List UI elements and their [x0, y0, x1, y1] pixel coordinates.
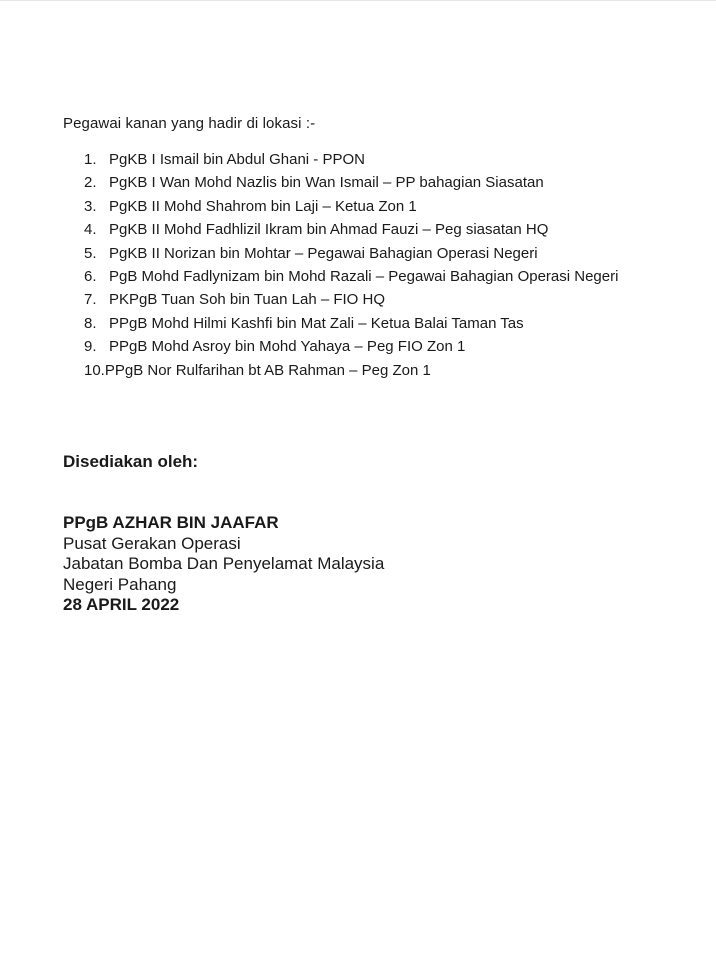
- list-item-text: PgKB II Mohd Shahrom bin Laji – Ketua Zon 1: [109, 197, 417, 215]
- prepared-by-label: Disediakan oleh:: [63, 452, 199, 471]
- list-item-number: 9.: [84, 338, 97, 356]
- list-item-number: 6.: [84, 267, 97, 285]
- signature-block: [63, 513, 384, 616]
- list-item-text: PPgB Nor Rulfarihan bt AB Rahman – Peg Zon 1: [104, 361, 431, 379]
- list-item-text: PgB Mohd Fadlynizam bin Mohd Razali – Pegawai Bahagian Operasi Negeri: [109, 267, 619, 285]
- list-item-number: 7.: [84, 291, 97, 309]
- list-item-number: 4.: [84, 221, 97, 239]
- list-item-number: 5.: [84, 244, 97, 262]
- list-item-text: PgKB II Mohd Fadhlizil Ikram bin Ahmad Fauzi – Peg siasatan HQ: [109, 221, 549, 239]
- signature-date: 28 APRIL 2022: [63, 595, 180, 614]
- signatory-name: PPgB AZHAR BIN JAAFAR: [63, 513, 279, 532]
- list-item: [84, 195, 618, 218]
- list-item: [84, 148, 618, 171]
- list-item: [84, 359, 618, 382]
- list-item-text: PPgB Mohd Hilmi Kashfi bin Mat Zali – Ketua Balai Taman Tas: [109, 314, 524, 332]
- list-item-text: PgKB I Wan Mohd Nazlis bin Wan Ismail – PP bahagian Siasatan: [109, 174, 544, 192]
- list-item: [84, 335, 618, 358]
- list-item-number: 1.: [84, 151, 97, 168]
- list-item: [84, 171, 618, 194]
- officer-list: [84, 148, 618, 382]
- list-item-number: 3.: [84, 197, 97, 215]
- list-item: [84, 288, 618, 311]
- list-item-number: 10.: [84, 361, 105, 379]
- signatory-state: Negeri Pahang: [63, 574, 177, 594]
- list-item-text: PgKB I Ismail bin Abdul Ghani - PPON: [109, 151, 365, 168]
- list-item: [84, 265, 618, 288]
- list-item-number: 2.: [84, 174, 97, 192]
- list-item-number: 8.: [84, 314, 97, 332]
- list-item: [84, 218, 618, 241]
- intro-text: Pegawai kanan yang hadir di lokasi :-: [63, 115, 316, 132]
- signatory-unit: Pusat Gerakan Operasi: [63, 533, 241, 553]
- list-item-text: PKPgB Tuan Soh bin Tuan Lah – FIO HQ: [109, 291, 385, 309]
- signatory-department: Jabatan Bomba Dan Penyelamat Malaysia: [63, 554, 385, 573]
- list-item-text: PPgB Mohd Asroy bin Mohd Yahaya – Peg FIO Zon 1: [109, 338, 466, 356]
- list-item: [84, 242, 618, 265]
- list-item-text: PgKB II Norizan bin Mohtar – Pegawai Bahagian Operasi Negeri: [109, 244, 538, 262]
- list-item: [84, 312, 618, 335]
